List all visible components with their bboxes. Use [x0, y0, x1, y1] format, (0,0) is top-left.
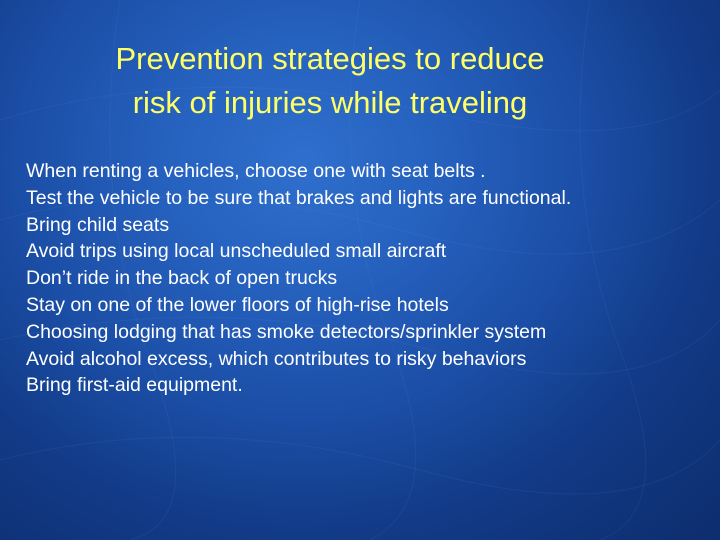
bullet-item: When renting a vehicles, choose one with seat belts .	[26, 160, 486, 182]
bullet-item: Choosing lodging that has smoke detectors/sprinkler system	[26, 320, 547, 343]
bullet-item: Stay on one of the lower floors of high-rise hotels	[26, 293, 449, 316]
bullet-item: Bring first-aid equipment.	[26, 374, 243, 397]
slide-title	[0, 37, 660, 125]
title-line-1: Prevention strategies to reduce	[115, 41, 545, 76]
bullet-item: Don’t ride in the back of open trucks	[26, 267, 338, 290]
title-line-2: risk of injuries while traveling	[132, 85, 528, 120]
bullet-list	[26, 158, 716, 399]
bullet-item: Avoid trips using local unscheduled small aircraft	[26, 240, 447, 263]
bullet-item: Test the vehicle to be sure that brakes and lights are functional.	[26, 186, 572, 209]
bullet-item: Avoid alcohol excess, which contributes to risky behaviors	[26, 347, 527, 370]
bullet-item: Bring child seats	[26, 213, 170, 236]
